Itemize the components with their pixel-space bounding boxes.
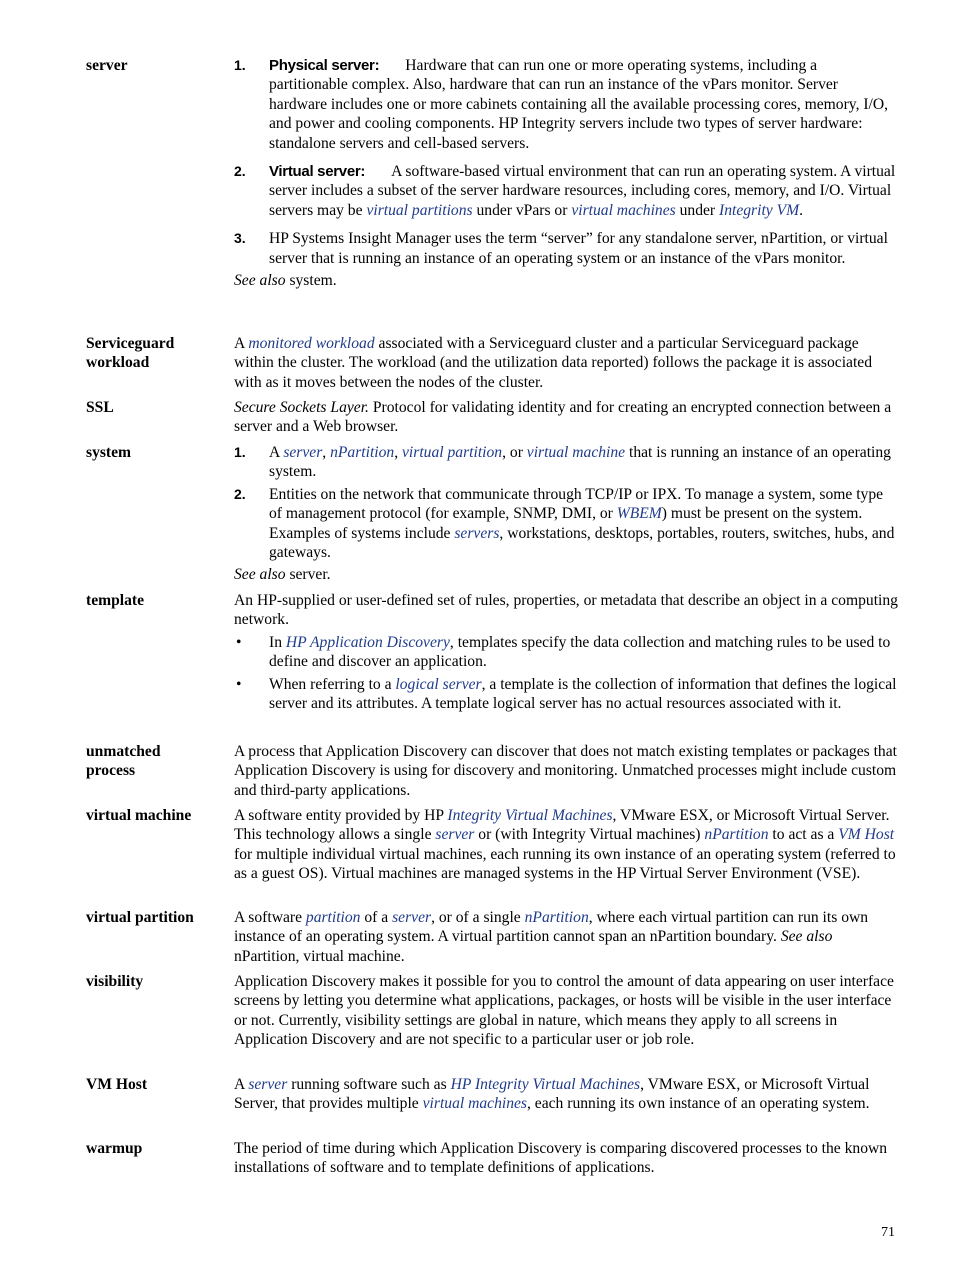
definition-virtual-partition: A software partition of a server, or of a single nPartition, where each virtual partition can run its own instance of an operating system. A virtual partition cannot span an nPartition boundary. See also nPartition, virtual machine. — [234, 909, 869, 965]
link-integrity-virtual-machines[interactable]: Integrity Virtual Machines — [447, 807, 613, 824]
link-vm-host[interactable]: VM Host — [838, 826, 895, 844]
link-server[interactable]: server — [248, 1076, 288, 1093]
link-hp-integrity-virtual-machines[interactable]: HP Integrity Virtual Machines — [450, 1076, 641, 1093]
list-item: • When referring to a logical server, a template is the collection of information that defines the logical server and its attributes. A template logical server has no actual resources associated with it. — [236, 675, 897, 713]
link-hp-application-discovery[interactable]: HP Application Discovery — [285, 633, 450, 651]
link-npartition[interactable]: nPartition — [704, 826, 769, 844]
definition-system — [234, 443, 898, 585]
definition-vm-host: A server running software such as HP Integrity Virtual Machines, VMware ESX, or Microsoft Virtual Server, that provides multiple virtual machines, each running its own instance of an operating system. — [234, 1076, 870, 1113]
term-system: system — [86, 444, 132, 461]
link-npartition[interactable]: nPartition — [524, 909, 589, 926]
link-integrity-vm[interactable]: Integrity VM — [719, 201, 800, 219]
term-server: server — [86, 57, 128, 74]
list-item: 1. A server, nPartition, virtual partition, or virtual machine that is running an instance of an operating system. — [234, 444, 891, 481]
link-wbem[interactable]: WBEM — [616, 505, 662, 523]
list-item: 2. Virtual server: A software-based virtual environment that can run an operating system. A virtual server includes a subset of the server hardware resources, including cores, memory, and I/O. Virtual servers may be virtual partitions under vPars or virtual machines under Integrity VM. — [234, 163, 896, 219]
list-item: 1. Physical server: Hardware that can run one or more operating systems, including a partitionable complex. Also, hardware that can run an instance of the vPars monitor. Server hardware includes one or more cabinets containing all the available processing cores, memory, I/O, and power and cooling components. HP Integrity servers include two types of server hardware: standalone servers and cell-based servers. — [234, 57, 889, 152]
link-npartition[interactable]: nPartition — [330, 444, 395, 461]
term-vm-host: VM Host — [86, 1076, 148, 1093]
term-unmatched-process: unmatched process — [86, 743, 161, 780]
link-servers[interactable]: servers — [454, 524, 500, 542]
page-number: 71 — [881, 1225, 895, 1240]
term-virtual-partition: virtual partition — [86, 909, 194, 926]
term-serviceguard-workload: Serviceguard workload — [86, 335, 175, 372]
definition-serviceguard-workload: A monitored workload associated with a Serviceguard cluster and a particular Serviceguard package within the cluster. The workload (and the utilization data reported) follows the package it is associated with as it moves between the nodes of the cluster. — [234, 335, 872, 391]
link-virtual-partition[interactable]: virtual partition — [402, 444, 503, 461]
link-server[interactable]: server — [392, 909, 432, 926]
term-visibility: visibility — [86, 973, 144, 990]
list-item: 3. HP Systems Insight Manager uses the term “server” for any standalone server, nPartition, or virtual server that is running an instance of an operating system or an instance of the vPars monitor. — [234, 230, 888, 267]
link-virtual-machines[interactable]: virtual machines — [422, 1095, 527, 1113]
link-server[interactable]: server — [435, 826, 475, 844]
see-also: See also system. — [234, 272, 337, 290]
definition-ssl: Secure Sockets Layer. Protocol for validating identity and for creating an encrypted connection between a server and a Web browser. — [234, 399, 892, 436]
list-item: 2. Entities on the network that communicate through TCP/IP or IPX. To manage a system, some type of management protocol (for example, SNMP, DMI, or WBEM) must be present on the system. Examples of systems include servers, workstations, desktops, portables, routers, switches, hubs, and gateways. — [234, 485, 895, 562]
definition-server — [234, 56, 898, 290]
link-virtual-machine[interactable]: virtual machine — [526, 444, 626, 461]
definition-template: An HP-supplied or user-defined set of rules, properties, or metadata that describe an object in a computing network. • In HP Application Discovery, templates specify the data collection and matching rules to be used to define and discover an application. • When referring to a logical server, a template is the collection of information that defines the logical server and its attributes. A template logical server has no actual resources associated with it. — [234, 592, 898, 713]
bullet-icon: • — [236, 675, 242, 693]
bullet-icon: • — [236, 633, 242, 651]
term-ssl: SSL — [86, 399, 114, 416]
definition-visibility: Application Discovery makes it possible for you to control the amount of data appearing on user interface screens by letting you determine what applications, packages, or hosts will be visible in the user interface or not. Currently, visibility settings are global in nature, which means they apply to all screens in Application Discovery and are not specific to a particular user or job role. — [234, 973, 894, 1049]
definition-virtual-machine: A software entity provided by HP Integrity Virtual Machines, VMware ESX, or Microsoft Virtual Server. This technology allows a single server or (with Integrity Virtual machines) nPartition to act as a VM Host for multiple individual virtual machines, each running its own instance of an operating system (referred to as a guest OS). Virtual machines are managed systems in the HP Virtual Server Environment (VSE). — [234, 807, 896, 883]
term-template: template — [86, 592, 145, 609]
link-virtual-partitions[interactable]: virtual partitions — [366, 201, 473, 219]
link-virtual-machines[interactable]: virtual machines — [571, 201, 676, 219]
term-virtual-machine: virtual machine — [86, 807, 192, 824]
link-logical-server[interactable]: logical server — [395, 675, 482, 693]
link-partition[interactable]: partition — [305, 909, 361, 926]
definition-warmup: The period of time during which Application Discovery is comparing discovered processes to the known installations of software and to template definitions of applications. — [234, 1140, 888, 1177]
term-warmup: warmup — [86, 1140, 143, 1157]
link-server[interactable]: server — [283, 444, 323, 461]
item-lead: Virtual server: — [269, 163, 366, 181]
item-lead: Physical server: — [269, 57, 380, 74]
link-monitored-workload[interactable]: monitored workload — [248, 335, 375, 352]
definition-unmatched-process: A process that Application Discovery can discover that does not match existing templates or packages that Application Discovery is using for discovery and monitoring. Unmatched processes might include custom and third-party applications. — [234, 743, 897, 799]
list-item: • In HP Application Discovery, templates specify the data collection and matching rules to be used to define and discover an application. — [236, 633, 891, 671]
see-also: See also server. — [234, 566, 331, 584]
